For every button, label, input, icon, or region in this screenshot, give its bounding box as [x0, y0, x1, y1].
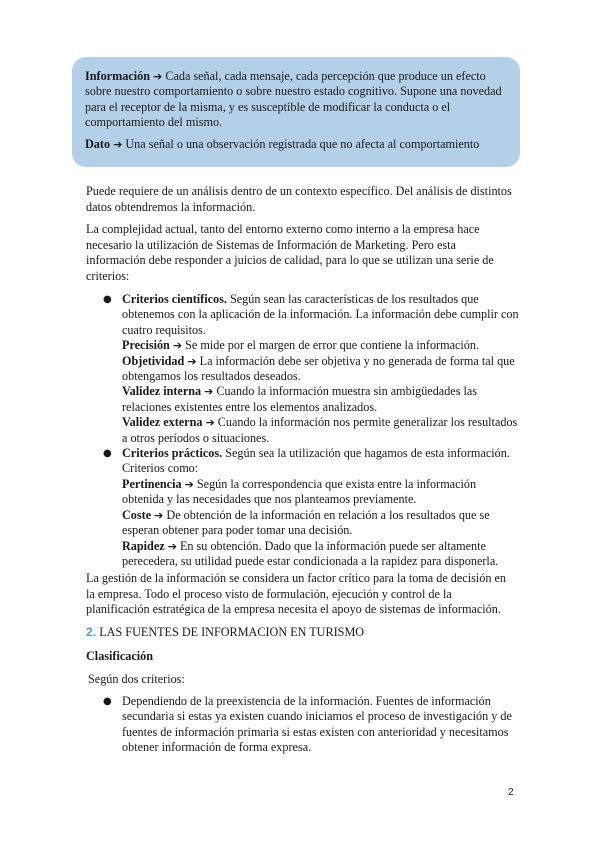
- arrow-icon: ➔: [184, 477, 194, 491]
- definition-callout: [72, 57, 520, 167]
- dato-term: Dato: [85, 136, 111, 151]
- sub-term: Pertinencia: [122, 476, 182, 491]
- sub-text: De obtención de la información en relación a los resultados que se esperan obtener para poder tomar una decisión.: [122, 507, 490, 538]
- sub-item-pertinencia: [122, 477, 520, 508]
- paragraph-2: La complejidad actual, tanto del entorno externo como interno a la empresa hace necesario la utilización de Sistemas de Información de Marketing. Pero esta información debe responder a juicios de calidad, para lo que se utilizan una serie de criterios:: [86, 222, 494, 283]
- paragraph-1: Puede requiere de un análisis dentro de un contexto específico. Del análisis de distintos datos obtendremos la información.: [86, 184, 512, 214]
- sub-term: Precisión: [122, 338, 170, 353]
- sub-term: Objetividad: [122, 353, 185, 368]
- subheading: Clasificación: [86, 649, 154, 663]
- sub-term: Validez externa: [122, 415, 203, 430]
- arrow-icon: ➔: [204, 385, 214, 399]
- sub-text: La información debe ser objetiva y no generada de forma tal que obtengamos los resultados deseados.: [122, 353, 515, 384]
- arrow-icon: ➔: [167, 539, 177, 553]
- sub-item-validez-externa: [122, 415, 520, 446]
- sub-item-validez-interna: [122, 384, 520, 415]
- arrow-icon: ➔: [113, 137, 123, 151]
- sub-text: Cuando la información nos permite generalizar los resultados a otros períodos o situaciones.: [122, 415, 518, 445]
- paragraph-3: La gestión de la información se considera un factor crítico para la toma de decisión en la empresa. Todo el proceso visto de formulación, ejecución y control de la planificación estratégica de la empresa necesita el apoyo de sistemas de información.: [86, 571, 506, 617]
- sub-item-objetividad: [122, 354, 520, 385]
- bullet-icon: ●: [103, 696, 112, 707]
- practicos-intro: Según sea la utilización que hagamos de esta información. Criterios como:: [122, 446, 510, 476]
- list-item-text: Dependiendo de la preexistencia de la información. Fuentes de información secundaria si estas ya existen cuando iniciamos el proceso de investigación y de fuentes de información primaria si estas existen con anterioridad y necesitamos obtener información de forma expresa.: [122, 694, 512, 755]
- arrow-icon: ➔: [172, 339, 183, 353]
- page-number: 2: [508, 787, 514, 798]
- arrow-icon: ➔: [153, 70, 163, 83]
- info-definition: [85, 69, 506, 131]
- dato-def-text: Una señal o una observación registrada que no afecta al comportamiento: [125, 136, 480, 151]
- bullet-icon: ●: [103, 448, 112, 460]
- sub-text: Cuando la información muestra sin ambigüedades las relaciones existentes entre los elementos analizados.: [122, 384, 478, 414]
- sub-item-precision: [122, 338, 520, 353]
- sub-term: Validez interna: [122, 384, 202, 399]
- sub-text: En su obtención. Dado que la información puede ser altamente perecedera, su utilidad puede estar condicionada a la rapidez para disponerla.: [122, 538, 499, 568]
- arrow-icon: ➔: [187, 354, 197, 368]
- sub-text: Se mide por el margen de error que contiene la información.: [182, 338, 480, 353]
- bullet-icon: ●: [103, 294, 112, 305]
- arrow-icon: ➔: [205, 416, 215, 430]
- sub-text: Según la correspondencia que exista entre la información obtenida y las necesidades que nos planteamos previamente.: [122, 476, 477, 507]
- arrow-icon: ➔: [154, 508, 164, 522]
- section-heading: [86, 625, 364, 641]
- criteria-list: [100, 292, 520, 569]
- info-term: Información: [85, 69, 150, 83]
- sub-term: Rapidez: [122, 538, 165, 553]
- info-def-text: Cada señal, cada mensaje, cada percepción que produce un efecto sobre nuestro comportamiento o sobre nuestro estado cognitivo. Supone una novedad para el receptor de la misma, y es susceptible de modificar la conducta o el comportamiento del mismo.: [85, 69, 502, 130]
- paragraph-4: Según dos criterios:: [88, 672, 185, 686]
- sub-item-rapidez: [122, 539, 520, 570]
- list-item-practicos: [100, 446, 520, 569]
- section-number: 2.: [86, 625, 97, 639]
- dato-definition: [85, 137, 506, 152]
- section-title: LAS FUENTES DE INFORMACION EN TURISMO: [96, 625, 365, 639]
- cientificos-intro: Según sean las características de los resultados que obtenemos con la aplicación de la información. La información debe cumplir con cuatro requisitos.: [122, 292, 519, 337]
- list-item-cientificos: [100, 292, 520, 446]
- cientificos-term: Criterios científicos.: [122, 292, 227, 306]
- practicos-term: Criterios prácticos.: [122, 446, 223, 461]
- list-item: [100, 694, 520, 756]
- sources-list: [100, 694, 520, 756]
- sub-item-coste: [122, 508, 520, 539]
- sub-term: Coste: [122, 507, 152, 522]
